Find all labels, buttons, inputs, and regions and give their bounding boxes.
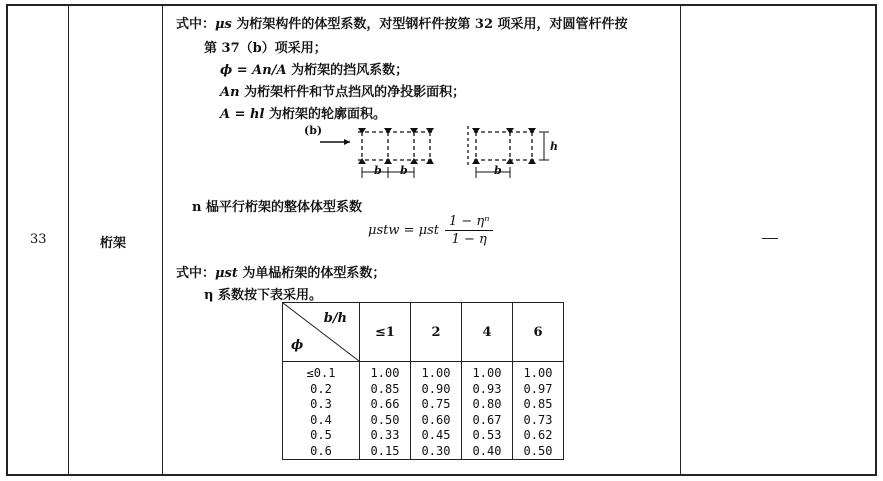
line1-rest: 为桁架构件的体型系数，对型钢杆件按第 32 项采用，对圆管杆件按 bbox=[231, 17, 628, 32]
line3-rest: 为桁架的挡风系数； bbox=[286, 63, 409, 78]
truss-nodes-right bbox=[472, 128, 536, 164]
row-note-dash bbox=[762, 238, 778, 239]
eta-value: 0.33 bbox=[370, 428, 400, 442]
eta-value: 1.00 bbox=[523, 366, 553, 380]
text-line-2: 第 37（b）项采用； bbox=[204, 41, 327, 56]
eta-value: 0.93 bbox=[472, 381, 502, 396]
row-name: 桁架 bbox=[100, 236, 127, 251]
truss-section-left bbox=[358, 132, 434, 160]
eta-column-3 bbox=[462, 362, 513, 460]
eta-column-1 bbox=[360, 362, 411, 460]
eta-value: 0.53 bbox=[472, 428, 502, 442]
line1-symbol: μs bbox=[215, 17, 232, 32]
where-line bbox=[176, 262, 385, 281]
text-line-1 bbox=[176, 13, 628, 32]
eta-value: 0.90 bbox=[421, 381, 451, 396]
text-line-4 bbox=[220, 81, 465, 100]
eta-value: 1.00 bbox=[370, 366, 400, 380]
where-symbol: μst bbox=[215, 266, 238, 281]
header-bh: b/h bbox=[323, 311, 347, 326]
eta-value: 0.60 bbox=[421, 412, 451, 427]
equation-lhs: μstw = μst bbox=[368, 223, 439, 238]
col-header-2: 2 bbox=[411, 303, 462, 362]
eta-value: 0.30 bbox=[421, 443, 451, 458]
column-divider-1 bbox=[68, 4, 69, 476]
where-prefix: 式中： bbox=[176, 266, 216, 281]
eta-value: 0.40 bbox=[472, 443, 502, 458]
eta-value: 0.80 bbox=[472, 397, 502, 411]
row-number: 33 bbox=[30, 232, 47, 247]
dim-b-3: b bbox=[494, 164, 502, 177]
eta-table-corner-cell bbox=[283, 303, 360, 362]
text-line-3 bbox=[220, 59, 408, 78]
line4-symbol: An bbox=[220, 85, 240, 100]
eta-value: 0.15 bbox=[370, 443, 400, 458]
dimension-lines-right bbox=[476, 132, 549, 178]
line5-rest: 为桁架的轮廓面积。 bbox=[264, 107, 386, 122]
line5-symbol: A = hl bbox=[220, 107, 265, 122]
column-divider-2 bbox=[162, 4, 163, 476]
equation-numerator: 1 − ηⁿ bbox=[445, 214, 494, 231]
eta-value: 0.85 bbox=[523, 397, 553, 411]
phi-value: ≤0.1 bbox=[306, 366, 336, 380]
where-rest: 为单榀桁架的体型系数； bbox=[237, 266, 386, 281]
eta-value: 0.45 bbox=[421, 428, 451, 442]
figure-b-label: (b) bbox=[304, 124, 323, 137]
equation bbox=[368, 214, 493, 247]
line3-symbol: ϕ = An/A bbox=[220, 63, 287, 78]
column-divider-3 bbox=[680, 4, 681, 476]
eta-value: 0.50 bbox=[370, 412, 400, 427]
text-line-5 bbox=[220, 103, 386, 122]
eta-value: 0.75 bbox=[421, 397, 451, 411]
truss-nodes-left bbox=[358, 128, 434, 164]
eta-value: 0.73 bbox=[523, 412, 553, 427]
eta-value: 1.00 bbox=[472, 366, 502, 380]
eta-value: 0.62 bbox=[523, 428, 553, 442]
phi-column bbox=[283, 362, 360, 460]
dim-h: h bbox=[550, 140, 558, 153]
eta-table-header-row bbox=[283, 303, 564, 362]
eta-value: 0.50 bbox=[523, 443, 553, 458]
dim-b-1: b bbox=[374, 164, 382, 177]
dim-b-2: b bbox=[400, 164, 408, 177]
eta-table bbox=[282, 302, 564, 460]
eta-value: 1.00 bbox=[421, 366, 451, 380]
col-header-3: 4 bbox=[462, 303, 513, 362]
line1-prefix: 式中： bbox=[176, 17, 216, 32]
eta-value: 0.97 bbox=[523, 381, 553, 396]
eta-value: 0.66 bbox=[370, 397, 400, 411]
eta-value: 0.67 bbox=[472, 412, 502, 427]
eta-column-4 bbox=[513, 362, 564, 460]
phi-value: 0.4 bbox=[310, 412, 332, 427]
eta-column-2 bbox=[411, 362, 462, 460]
eta-table-body-row bbox=[283, 362, 564, 460]
wind-arrowhead bbox=[344, 139, 350, 145]
truss-section-right bbox=[468, 126, 534, 166]
eta-line: η 系数按下表采用。 bbox=[204, 288, 322, 303]
phi-value: 0.5 bbox=[310, 428, 332, 442]
phi-value: 0.6 bbox=[310, 443, 332, 458]
n-truss-line: n 榀平行桁架的整体体型系数 bbox=[192, 200, 362, 215]
truss-figure bbox=[318, 122, 558, 194]
phi-value: 0.3 bbox=[310, 397, 332, 411]
header-phi: ϕ bbox=[291, 338, 304, 353]
col-header-4: 6 bbox=[513, 303, 564, 362]
line4-rest: 为桁架杆件和节点挡风的净投影面积； bbox=[239, 85, 466, 100]
phi-value: 0.2 bbox=[310, 381, 332, 396]
equation-denominator: 1 − η bbox=[451, 232, 487, 247]
eta-value: 0.85 bbox=[370, 381, 400, 396]
equation-fraction bbox=[445, 214, 494, 247]
col-header-1: ≤1 bbox=[360, 303, 411, 362]
